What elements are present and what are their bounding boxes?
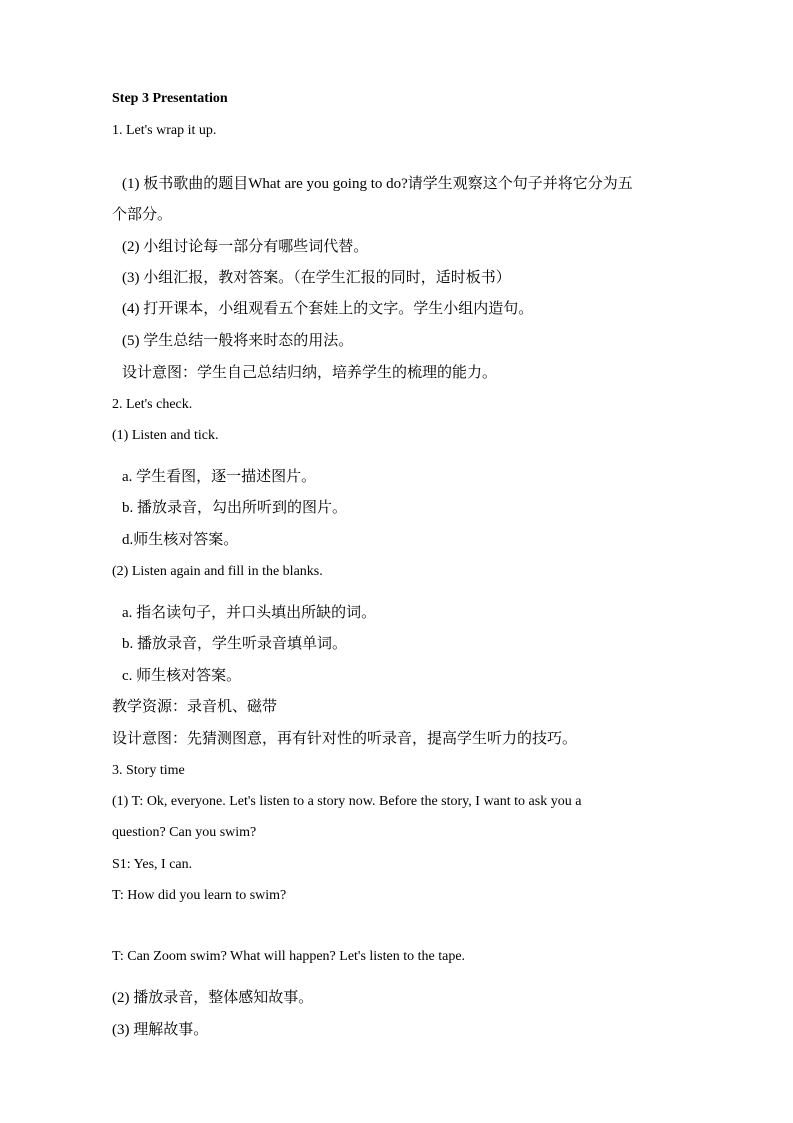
s3-line-7: (3) 理解故事。 <box>112 1022 209 1038</box>
s3-line-6: (2) 播放录音，整体感知故事。 <box>112 990 314 1006</box>
s1-design-intent: 设计意图：学生自己总结归纳，培养学生的梳理的能力。 <box>122 365 498 381</box>
section-1-title: 1. Let's wrap it up. <box>112 123 217 138</box>
s3-line-1: (1) T: Ok, everyone. Let's listen to a story now. Before the story, I want to ask you a <box>112 794 582 809</box>
s2-p2-item-c: c. 师生核对答案。 <box>122 668 242 684</box>
s1-item-1-cont: 个部分。 <box>112 207 173 223</box>
s2-part-1: (1) Listen and tick. <box>112 428 219 443</box>
s2-part-2: (2) Listen again and fill in the blanks. <box>112 564 323 579</box>
s3-line-2: question? Can you swim? <box>112 825 257 840</box>
s2-p2-item-a: a. 指名读句子，并口头填出所缺的词。 <box>122 605 377 621</box>
s3-line-5: T: Can Zoom swim? What will happen? Let's listen to the tape. <box>112 949 466 964</box>
s3-line-3: S1: Yes, I can. <box>112 857 193 872</box>
section-2-title: 2. Let's check. <box>112 397 193 412</box>
s1-item-3: (3) 小组汇报，教对答案。（在学生汇报的同时，适时板书） <box>122 270 511 286</box>
s2-p2-item-b: b. 播放录音，学生听录音填单词。 <box>122 636 348 652</box>
section-heading: Step 3 Presentation <box>112 91 228 106</box>
s3-line-4: T: How did you learn to swim? <box>112 888 287 903</box>
s1-item-2: (2) 小组讨论每一部分有哪些词代替。 <box>122 239 369 255</box>
s1-item-5: (5) 学生总结一般将来时态的用法。 <box>122 333 354 349</box>
s1-item-4: (4) 打开课本，小组观看五个套娃上的文字。学生小组内造句。 <box>122 301 534 317</box>
s2-p1-item-b: b. 播放录音，勾出所听到的图片。 <box>122 500 348 516</box>
s2-p1-item-a: a. 学生看图，逐一描述图片。 <box>122 469 317 485</box>
s2-p1-item-d: d.师生核对答案。 <box>122 532 239 548</box>
s2-design-intent: 设计意图：先猜测图意，再有针对性的听录音，提高学生听力的技巧。 <box>112 731 578 747</box>
s2-resources: 教学资源：录音机、磁带 <box>112 699 278 715</box>
s1-item-1: (1) 板书歌曲的题目What are you going to do?请学生观察这个句子并将它分为五 <box>122 176 633 192</box>
section-3-title: 3. Story time <box>112 763 185 778</box>
